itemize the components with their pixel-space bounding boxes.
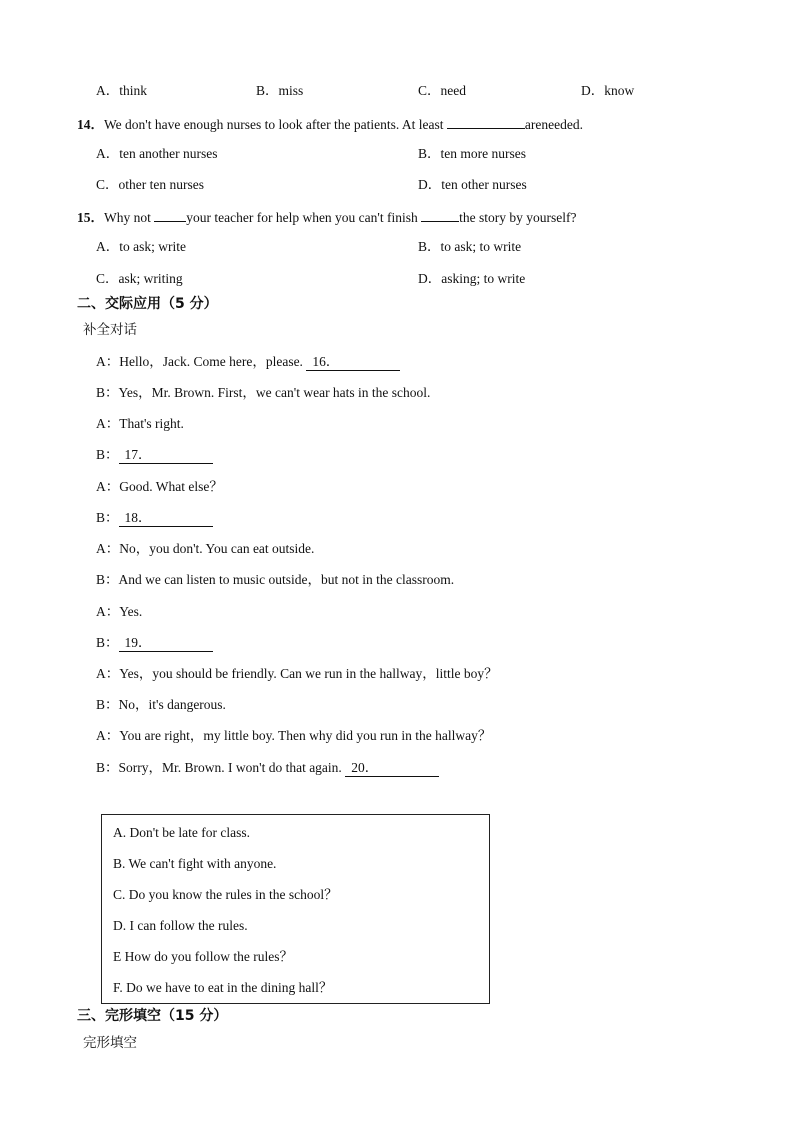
speaker-label: A：	[96, 604, 120, 619]
dialogue-line	[96, 604, 142, 620]
speaker-label: B：	[96, 635, 119, 650]
speaker-label: A：	[96, 541, 120, 556]
dialogue-blank-19	[119, 635, 213, 652]
answer-choice: B. We can't fight with anyone.	[113, 856, 277, 871]
dialogue-text: Yes.	[119, 604, 143, 619]
q15-stem	[77, 208, 576, 226]
dialogue-line	[96, 479, 223, 495]
answer-choice: D. I can follow the rules.	[113, 918, 248, 933]
q15-option-d: D．asking; to write	[418, 271, 526, 286]
q15-text-2: your teacher for help when you can't finish	[186, 210, 422, 225]
dialogue-line	[96, 635, 213, 652]
dialogue-blank-20	[345, 760, 439, 777]
dialogue-text: Yes，Mr. Brown. First，we can't wear hats in the school.	[118, 385, 431, 400]
speaker-label: A：	[96, 479, 120, 494]
q15-blank-1	[154, 208, 186, 222]
dialogue-blank-17	[119, 447, 213, 464]
speaker-label: A：	[96, 728, 120, 743]
dialogue-blank-16	[306, 354, 400, 371]
speaker-label: B：	[96, 385, 119, 400]
dialogue-line	[96, 510, 213, 527]
dialogue-line	[96, 385, 430, 401]
section-3-heading: 三、完形填空（15 分）	[77, 1008, 228, 1024]
dialogue-line	[96, 666, 498, 682]
dialogue-text: No，you don't. You can eat outside.	[119, 541, 315, 556]
q14-option-a: A．ten another nurses	[96, 146, 218, 161]
q14-option-d: D．ten other nurses	[418, 177, 527, 192]
dialogue-text: You are right，my little boy. Then why did you run in the hallway？	[119, 728, 492, 743]
dialogue-text: That's right.	[119, 416, 184, 431]
q14-option-c: C．other ten nurses	[96, 177, 204, 192]
section-2-heading: 二、交际应用（5 分）	[77, 296, 218, 312]
blank-number: 17．	[124, 447, 152, 462]
q15-option-b: B．to ask; to write	[418, 239, 522, 254]
answer-choices-box	[101, 814, 490, 1004]
dialogue-line	[96, 728, 491, 744]
q15-option-c: C．ask; writing	[96, 271, 183, 286]
answer-choice: F. Do we have to eat in the dining hall？	[113, 980, 333, 995]
section-2-subheading: 补全对话	[83, 322, 137, 338]
dialogue-line	[96, 697, 226, 713]
q15-number: 15．	[77, 210, 104, 225]
dialogue-text: Hello，Jack. Come here，please.	[119, 354, 307, 369]
q13-option-a: A．think	[96, 83, 148, 98]
q14-blank	[447, 115, 525, 129]
dialogue-text: And we can listen to music outside，but not in the classroom.	[118, 572, 455, 587]
dialogue-text: Sorry，Mr. Brown. I won't do that again.	[118, 760, 346, 775]
dialogue-text: Yes，you should be friendly. Can we run in the hallway，little boy？	[119, 666, 498, 681]
speaker-label: B：	[96, 572, 119, 587]
q15-option-a: A．to ask; write	[96, 239, 186, 254]
dialogue-text: Good. What else？	[119, 479, 223, 494]
answer-choice: C. Do you know the rules in the school？	[113, 887, 338, 902]
dialogue-line	[96, 354, 400, 371]
answer-choice: E How do you follow the rules？	[113, 949, 293, 964]
q15-blank-2	[421, 208, 459, 222]
speaker-label: B：	[96, 447, 119, 462]
section-3-subheading: 完形填空	[83, 1035, 137, 1051]
q13-option-b: B．miss	[256, 83, 304, 98]
blank-number: 20．	[351, 760, 379, 775]
q14-text-before: We don't have enough nurses to look after the patients. At least	[104, 117, 447, 132]
q14-number: 14．	[77, 117, 104, 132]
speaker-label: A：	[96, 416, 120, 431]
q13-option-d: D．know	[581, 83, 635, 98]
dialogue-line	[96, 572, 454, 588]
blank-number: 18．	[124, 510, 152, 525]
blank-number: 16．	[312, 354, 340, 369]
q14-option-b: B．ten more nurses	[418, 146, 526, 161]
speaker-label: B：	[96, 697, 119, 712]
dialogue-blank-18	[119, 510, 213, 527]
blank-number: 19．	[124, 635, 152, 650]
speaker-label: A：	[96, 666, 120, 681]
q15-text-1: Why not	[104, 210, 155, 225]
speaker-label: A：	[96, 354, 120, 369]
dialogue-line	[96, 760, 439, 777]
speaker-label: B：	[96, 510, 119, 525]
dialogue-line	[96, 541, 314, 557]
dialogue-line	[96, 447, 213, 464]
q14-stem	[77, 115, 583, 133]
q14-text-after: areneeded.	[524, 117, 583, 132]
speaker-label: B：	[96, 760, 119, 775]
q15-text-3: the story by yourself?	[459, 210, 577, 225]
q13-option-c: C．need	[418, 83, 466, 98]
dialogue-text: No，it's dangerous.	[118, 697, 226, 712]
dialogue-line	[96, 416, 184, 432]
answer-choice: A. Don't be late for class.	[113, 825, 251, 840]
